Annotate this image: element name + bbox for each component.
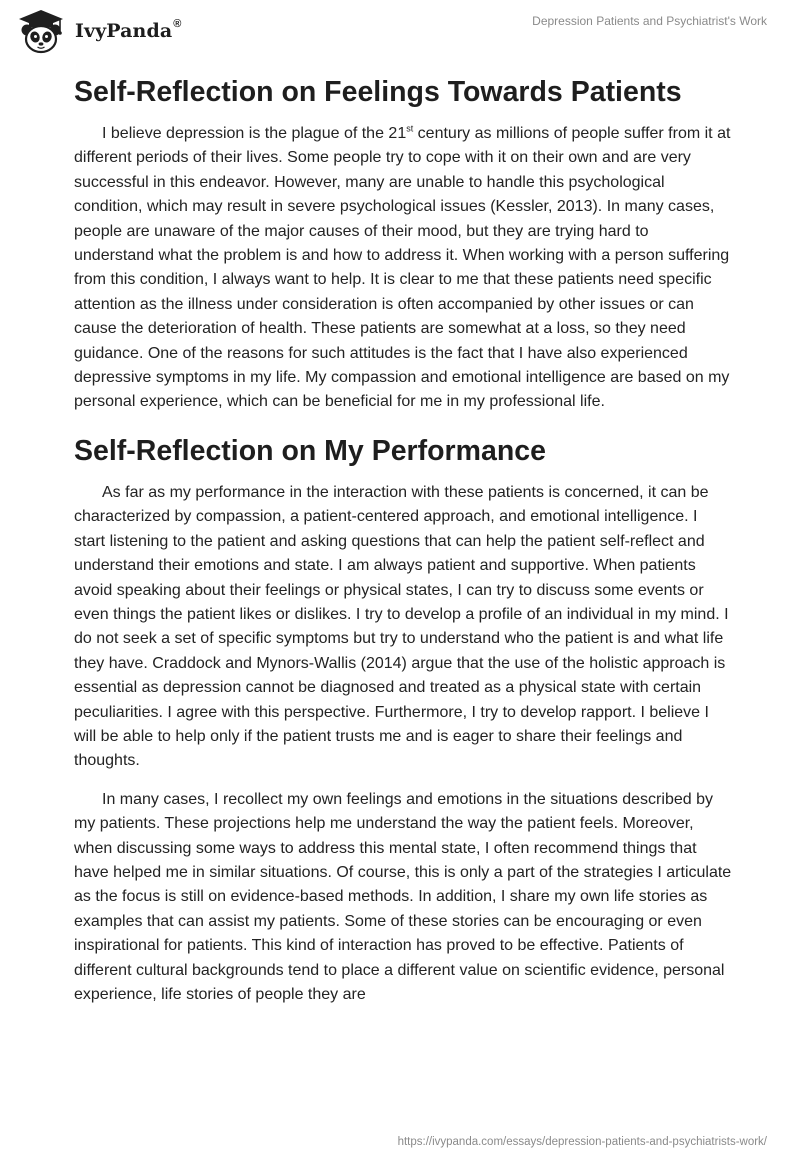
source-url-link[interactable]: https://ivypanda.com/essays/depression-patients-and-psychiatrists-work/: [397, 1136, 767, 1148]
graduation-panda-icon: [16, 8, 66, 54]
paragraph-feelings: [74, 122, 732, 415]
paragraph-text: century as millions of people suffer from it at different periods of their lives. Some people try to cope with it on their own and are very successful in this endeavor. However, many are unable to handle this psychological condition, which may result in severe psychological issues (Kessler, 2013). In many cases, people are unaware of the major causes of their mood, but they are trying hard to understand what the problem is and how to address it. When working with a person suffering from this condition, I always want to help. It is clear to me that these patients need specific attention as the illness under consideration is often accompanied by other issues or can cause the deterioration of health. These patients are somewhat at a loss, so they need guidance. One of the reasons for such attitudes is the fact that I have also experienced depressive symptoms in my life. My compassion and emotional intelligence are based on my personal experience, which can be beneficial for me in my professional life.: [74, 125, 731, 411]
brand-name-text: IvyPanda: [75, 20, 173, 42]
paragraph-text: I believe depression is the plague of the 21: [102, 125, 407, 142]
superscript-ordinal: st: [406, 123, 414, 134]
page-header: [0, 0, 800, 64]
paragraph-performance-2: In many cases, I recollect my own feelings and emotions in the situations described by my patients. These projections help me understand the way the patient feels. Moreover, when discussing some ways to address this mental state, I often recommend things that have helped me in similar situations. Of course, this is only a part of the strategies I articulate as the focus is still on evidence-based methods. In addition, I share my own life stories as examples that can assist my patients. Some of these stories can be encouraging or even inspirational for patients. This kind of interaction has proved to be effective. Patients of different cultural backgrounds tend to place a different value on scientific evidence, personal experience, life stories of people they are: [74, 790, 732, 1003]
section-heading-feelings: Self-Reflection on Feelings Towards Patients: [74, 76, 682, 108]
document-title: Depression Patients and Psychiatrist's Work: [532, 14, 767, 28]
registered-mark: ®: [173, 18, 182, 30]
ivypanda-logo[interactable]: [16, 8, 226, 54]
brand-name: [75, 20, 182, 42]
essay-content: [74, 72, 732, 1021]
section-heading-performance: Self-Reflection on My Performance: [74, 434, 546, 467]
paragraph-performance-1: As far as my performance in the interaction with these patients is concerned, it can be characterized by compassion, a patient-centered approach, and emotional intelligence. I start listening to the patient and asking questions that can help the patient self-reflect and understand their emotions and state. I am always patient and supportive. When patients avoid speaking about their feelings or physical states, I can try to discuss some events or even things the patient likes or dislikes. I try to develop a profile of an individual in my mind. I do not seek a set of specific symptoms but try to understand who the patient is and what life they have. Craddock and Mynors-Wallis (2014) argue that the use of the holistic approach is essential as depression cannot be diagnosed and treated as a physical state with certain peculiarities. I agree with this perspective. Furthermore, I try to develop rapport. I believe I will be able to help only if the patient trusts me and is eager to share their feelings and thoughts.: [74, 483, 729, 770]
